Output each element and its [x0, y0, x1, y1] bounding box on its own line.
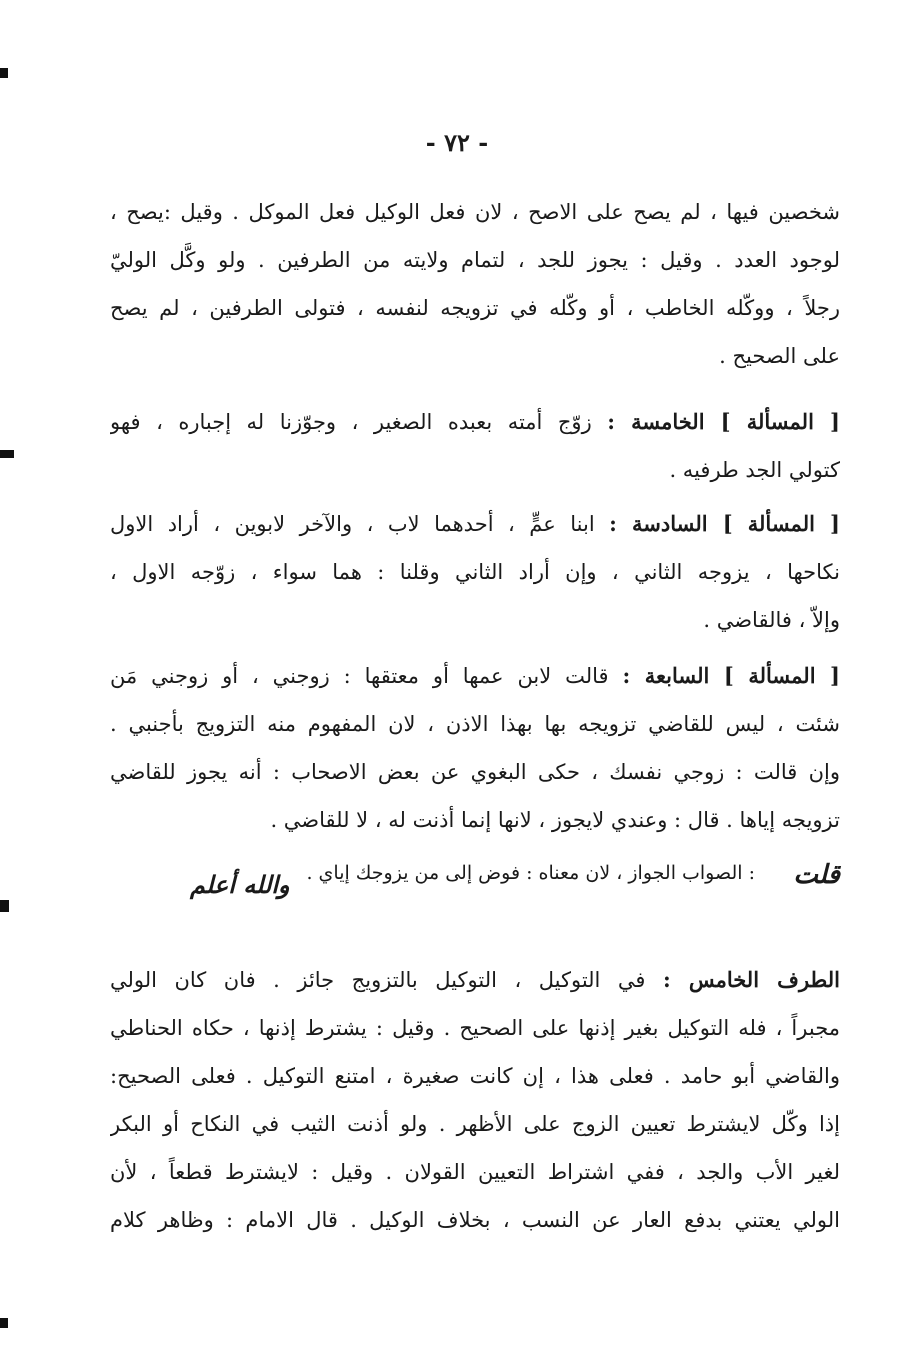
paragraph-issue-6 [110, 500, 840, 644]
text-line: تزويجه إياها . قال : وعندي لايجوز ، لانها إنما أذنت له ، لا للقاضي . [270, 808, 840, 832]
issue-heading: [ المسألة ] السادسة : [609, 511, 840, 536]
margin-mark [0, 68, 8, 78]
issue-heading: [ المسألة ] الخامسة : [607, 409, 840, 434]
page-number: - ٧٢ - [425, 128, 489, 157]
qultu-text: : الصواب الجواز ، لان معناه : فوض إلى من يزوجك إياي . [306, 862, 755, 884]
margin-mark [0, 450, 14, 458]
text-line: رجلاً ، ووكّله الخاطب ، أو وكّله في تزويجه لنفسه ، فتولى الطرفين ، لم يصح [110, 296, 840, 320]
text-line: والقاضي أبو حامد . فعلى هذا ، إن كانت صغيرة ، امتنع التوكيل . فعلى الصحيح: [110, 1064, 840, 1088]
paragraph-issue-5 [110, 398, 840, 494]
qultu-note [110, 860, 840, 930]
section-heading: الطرف الخامس : [662, 967, 840, 992]
text-line: وإلاّ ، فالقاضي . [703, 608, 840, 632]
text-line: على الصحيح . [719, 344, 840, 368]
section-5-paragraph [110, 956, 840, 1244]
text-span: زوّج أمته بعبده الصغير ، وجوّزنا له إجباره ، فهو [110, 410, 608, 434]
text-line [110, 500, 840, 548]
text-line: كتولي الجد طرفيه . [669, 458, 840, 482]
closing-formula: والله أعلم [190, 870, 290, 899]
text-line [110, 398, 840, 446]
paragraph-1 [110, 188, 840, 380]
text-line [110, 652, 840, 700]
text-line [110, 956, 840, 1004]
text-span: قالت لابن عمها أو معتقها : زوجني ، أو زوجني مَن [110, 664, 623, 688]
text-line: وإن قالت : زوجي نفسك ، حكى البغوي عن بعض الاصحاب : أنه يجوز للقاضي [110, 760, 840, 784]
text-line: شئت ، ليس للقاضي تزويجه بها بهذا الاذن ، لان المفهوم منه التزويج بأجنبي . [110, 712, 840, 736]
qultu-label: قلت [793, 860, 840, 890]
margin-mark [0, 1318, 8, 1328]
text-line: الولي يعتني بدفع العار عن النسب ، بخلاف الوكيل . قال الامام : وظاهر كلام [110, 1208, 840, 1232]
paragraph-issue-7 [110, 652, 840, 844]
text-span: ابنا عمٍّ ، أحدهما لاب ، والآخر لابوين ، أراد الاول [110, 512, 610, 536]
issue-heading: [ المسألة ] السابعة : [622, 663, 840, 688]
margin-mark [0, 900, 9, 912]
text-span: في التوكيل ، التوكيل بالتزويج جائز . فان كان الولي [110, 968, 663, 992]
text-line: لوجود العدد . وقيل : يجوز للجد ، لتمام ولايته من الطرفين . ولو وكَّل الوليّ [110, 248, 840, 272]
text-line: نكاحها ، يزوجه الثاني ، وإن أراد الثاني وقلنا : هما سواء ، زوّجه الاول ، [110, 560, 840, 584]
text-line: لغير الأب والجد ، ففي اشتراط التعيين القولان . وقيل : لايشترط قطعاً ، لأن [110, 1160, 840, 1184]
text-line: شخصين فيها ، لم يصح على الاصح ، لان فعل الوكيل فعل الموكل . وقيل :يصح ، [110, 200, 840, 224]
text-line: إذا وكّل لايشترط تعيين الزوج على الأظهر . ولو أذنت الثيب في النكاح أو البكر [110, 1112, 840, 1136]
text-line: مجبراً ، فله التوكيل بغير إذنها على الصحيح . وقيل : يشترط إذنها ، حكاه الحناطي [110, 1016, 840, 1040]
